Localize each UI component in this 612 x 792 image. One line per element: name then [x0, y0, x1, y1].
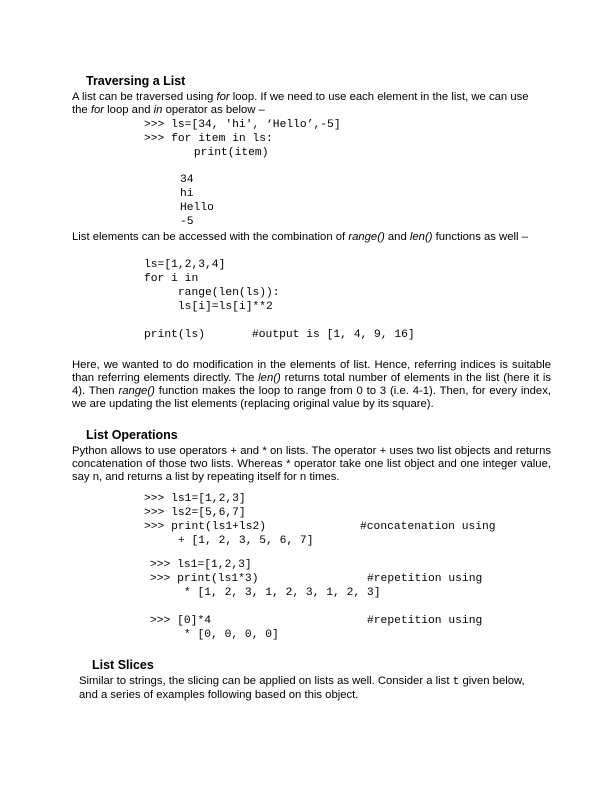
code-comment: #repetition using	[367, 573, 483, 585]
section-title-traversing: Traversing a List	[86, 74, 186, 88]
code-line: print(ls)	[144, 329, 206, 341]
code-output-line: -5	[180, 216, 194, 228]
code-line: print(item)	[160, 147, 269, 159]
paragraph-line: and a series of examples following based on this object.	[79, 689, 359, 701]
section-title-operations: List Operations	[86, 428, 178, 442]
code-output-line: * [0, 0, 0, 0]	[150, 629, 279, 641]
code-line: range(len(ls)):	[144, 287, 280, 299]
paragraph: Python allows to use operators + and * on lists. The operator + uses two list objects and returns concatenation of those two lists. Whereas * operator take one list object and one integer value, say n, and returns a list by repeating itself for n times.	[72, 445, 551, 483]
code-output-line: + [1, 2, 3, 5, 6, 7]	[144, 535, 314, 547]
section-title-slices: List Slices	[92, 658, 154, 672]
code-comment: #repetition using	[367, 615, 483, 627]
code-output-line: 34	[180, 174, 194, 186]
paragraph-line: the for loop and in operator as below –	[72, 104, 265, 116]
code-line: >>> for item in ls:	[144, 133, 273, 145]
code-line: >>> ls1=[1,2,3]	[150, 559, 252, 571]
code-output-line: * [1, 2, 3, 1, 2, 3, 1, 2, 3]	[150, 587, 381, 599]
paragraph-line: Similar to strings, the slicing can be applied on lists as well. Consider a list t given below,	[79, 675, 525, 688]
code-line: >>> ls=[34, 'hi', ‘Hello’,-5]	[144, 119, 341, 131]
code-output-line: Hello	[180, 202, 214, 214]
code-line: ls=[1,2,3,4]	[144, 259, 226, 271]
code-comment: #output is [1, 4, 9, 16]	[252, 329, 415, 341]
code-output-line: hi	[180, 188, 194, 200]
code-line: >>> print(ls1+ls2)	[144, 521, 267, 533]
code-comment: #concatenation using	[360, 521, 496, 533]
code-line: >>> print(ls1*3)	[150, 573, 259, 585]
code-line: for i in	[144, 273, 199, 285]
paragraph-line: A list can be traversed using for loop. If we need to use each element in the list, we can use	[72, 91, 529, 103]
code-line: >>> ls2=[5,6,7]	[144, 507, 246, 519]
paragraph: Here, we wanted to do modification in the elements of list. Hence, referring indices is suitable than referring elements directly. The len() returns total number of elements in the list (here it is 4). Then range() function makes the loop to range from 0 to 3 (i.e. 4-1). Then, for every index, we are updating the list elements (replacing original value by its square).	[72, 359, 551, 410]
code-line: >>> [0]*4	[150, 615, 212, 627]
paragraph-line: List elements can be accessed with the combination of range() and len() functions as well –	[72, 231, 528, 243]
code-line: >>> ls1=[1,2,3]	[144, 493, 246, 505]
code-line: ls[i]=ls[i]**2	[144, 301, 273, 313]
